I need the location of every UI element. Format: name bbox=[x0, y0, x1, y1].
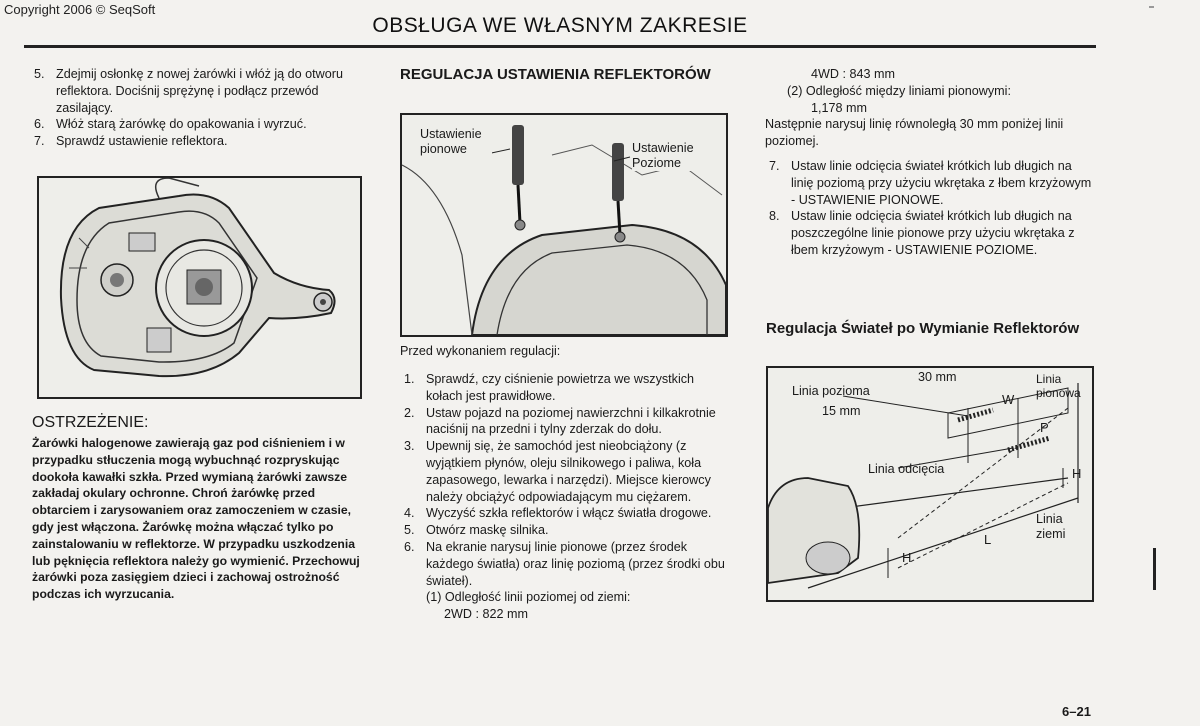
label-h-right: H bbox=[1072, 466, 1082, 481]
list-item: 8. Ustaw linie odcięcia świateł krótkich lub długich na poszczególne linie pionowe przy użyciu wkrętaka z łbem krzyżowym - USTAWIENIE POZIOME. bbox=[769, 209, 1075, 257]
label-30mm: 30 mm bbox=[918, 370, 957, 384]
list-item: 5. Zdejmij osłonkę z nowej żarówki i włóż ją do otworu reflektora. Dociśnij sprężynę i podłącz przewód zasilający. bbox=[34, 67, 343, 115]
aiming-diagram bbox=[766, 366, 1094, 602]
label-h-left: H bbox=[902, 550, 912, 565]
list-item: 3. Upewnij się, że samochód jest nieobciążony (z wyjątkiem płynów, oleju silnikowego i paliwa, koła zapasowego, lewarka i narzędzi). Miejsce kierowcy należy obciążyć odpowiadającym mu ciężarem. bbox=[404, 439, 711, 504]
label-ground-line: Linia ziemi bbox=[1036, 512, 1066, 541]
paragraph-parallel-line: Następnie narysuj linię równoległą 30 mm poniżej linii poziomej. bbox=[765, 117, 1064, 149]
label-w: W bbox=[1002, 392, 1015, 407]
column-right bbox=[765, 66, 1095, 259]
aiming-drawing bbox=[768, 368, 1092, 600]
section-heading-adjustment: REGULACJA USTAWIENIA REFLEKTORÓW bbox=[400, 66, 711, 83]
margin-tick bbox=[1149, 6, 1154, 8]
label-p: P bbox=[1040, 420, 1049, 435]
list-item: 6. Włóż starą żarówkę do opakowania i wyrzuć. bbox=[34, 117, 307, 132]
steps-list-middle bbox=[400, 371, 730, 623]
pre-adjustment-intro: Przed wykonaniem regulacji: bbox=[400, 344, 561, 358]
warning-body: Żarówki halogenowe zawierają gaz pod ciśnieniem i w przypadku stłuczenia mogą wybuchnąć rozpryskując dookoła kawałki szkła. Przed wymianą żarówki zawsze zakładaj okulary ochronne. Chroń żarówkę przed obtarciem i zarysowaniem oraz zamoczeniem w czasie, gdy jest włączona. Żarówkę można włączać tylko po zainstalowaniu w reflektorze. W przypadku uszkodzenia lub pęknięcia reflektora należy go wymienić. Przechowuj żarówki poza zasięgiem dzieci i zachowaj ostrożność podczas ich wyrzucania. bbox=[32, 436, 360, 602]
warning-title: OSTRZEŻENIE: bbox=[32, 414, 149, 431]
list-item: 4. Wyczyść szkła reflektorów i włącz światła drogowe. bbox=[404, 506, 712, 521]
margin-marker bbox=[1153, 548, 1156, 590]
column-middle-steps bbox=[400, 371, 730, 623]
list-item: 1. Sprawdź, czy ciśnienie powietrza we wszystkich kołach jest prawidłowe. bbox=[404, 372, 695, 403]
list-item: 2. Ustaw pojazd na poziomej nawierzchni i kilkakrotnie naciśnij na przedni i tylny zderzak do dołu. bbox=[404, 405, 716, 437]
label-l: L bbox=[984, 532, 992, 547]
label-cutoff-line: Linia odcięcia bbox=[868, 462, 945, 476]
header-rule bbox=[24, 45, 1096, 48]
list-item: 7. Sprawdź ustawienie reflektora. bbox=[34, 134, 228, 149]
copyright-notice: Copyright 2006 © SeqSoft bbox=[4, 2, 156, 17]
headlamp-drawing bbox=[39, 178, 360, 397]
label-vertical-adjustment: Ustawienie pionowe bbox=[420, 127, 492, 157]
label-horizontal-adjustment: Ustawienie Poziome bbox=[632, 141, 712, 171]
list-item: 5. Otwórz maskę silnika. bbox=[404, 523, 549, 538]
steps-list-left bbox=[30, 66, 360, 150]
list-item: 6. Na ekranie narysuj linie pionowe (przez środek każdego światła) oraz linię poziomą (przez środki obu świateł). bbox=[404, 539, 725, 588]
value-4wd: 4WD : 843 mm bbox=[811, 67, 895, 81]
column-left bbox=[30, 66, 360, 150]
list-item-sub-value: 2WD : 822 mm bbox=[444, 607, 528, 622]
steps-list-right bbox=[765, 158, 1095, 259]
value-vertical-distance: 1,178 mm bbox=[811, 100, 867, 115]
label-vertical-line: Linia pionowa bbox=[1036, 372, 1081, 400]
page-title: OBSŁUGA WE WŁASNYM ZAKRESIE bbox=[372, 14, 748, 37]
list-item-sub: (1) Odległość linii poziomej od ziemi: bbox=[426, 590, 631, 605]
page-number: 6–21 bbox=[1062, 704, 1091, 719]
adjustment-illustration bbox=[400, 113, 728, 337]
label-15mm: 15 mm bbox=[822, 404, 861, 418]
label-horizontal-line: Linia pozioma bbox=[792, 384, 870, 398]
subitem-vertical-distance: (2) Odległość między liniami pionowymi: bbox=[787, 83, 1011, 98]
list-item: 7. Ustaw linie odcięcia świateł krótkich lub długich na linię poziomą przy użyciu wkrętaka z łbem krzyżowym - USTAWIENIE PIONOWE. bbox=[769, 158, 1092, 207]
section-heading-after-replacement: Regulacja Świateł po Wymianie Reflektorów bbox=[766, 320, 1080, 337]
headlamp-illustration bbox=[37, 176, 362, 399]
